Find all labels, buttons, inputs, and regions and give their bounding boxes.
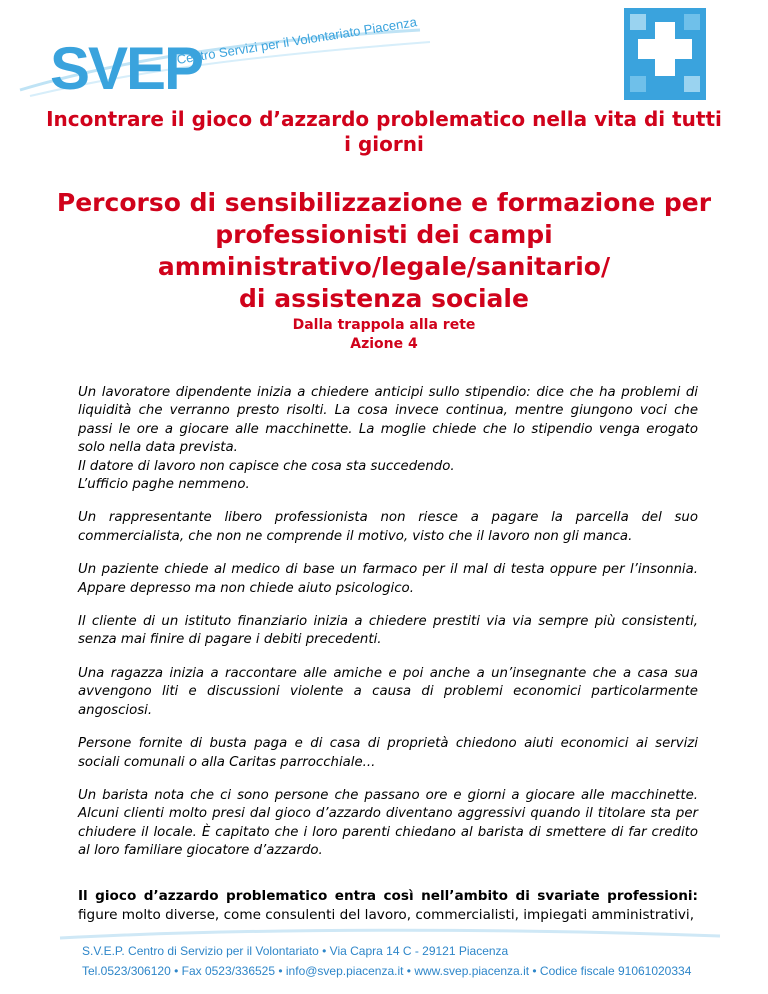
paragraph-text: Persone fornite di busta paga e di casa di proprietà chiedono aiuti economici ai servizi sociali comunali o alla Caritas parrocchiale... <box>78 736 698 770</box>
conclusion-bold: Il gioco d’azzardo problematico entra così nell’ambito di svariate professioni: <box>78 887 698 904</box>
logo-wordmark: SVEP <box>50 35 203 102</box>
paragraph-text: Un barista nota che ci sono persone che passano ore e giorni a giocare alle macchinette. Alcuni clienti molto presi dal gioco d’azzardo diventano aggressivi quando il titolare sta per chiudere il locale. È capitato che i loro parenti chiedano al barista di smettere di far credito al loro familiare giocatore d’azzardo. <box>78 787 698 859</box>
course-subtitle <box>40 187 728 315</box>
paragraph-text: Il cliente di un istituto finanziario inizia a chiedere prestiti via via sempre più consistenti, senza mai finire di pagare i debiti precedenti. <box>78 614 698 648</box>
svep-emblem-icon <box>624 8 706 100</box>
footer <box>0 924 768 994</box>
logo-subtitle: Centro Servizi per il Volontariato Piacenza <box>175 14 418 67</box>
conclusion-text: figure molto diverse, come consulenti del lavoro, commercialisti, impiegati amministrativi, <box>78 906 695 923</box>
paragraph-text: Un lavoratore dipendente inizia a chiedere anticipi sullo stipendio: dice che ha problemi di liquidità che verranno presto risolti. La cosa invece continua, mentre giungono voci che passi le ore a giocare alle macchinette. La moglie chiede che lo stipendio venga erogato solo nella data prevista. <box>78 385 698 456</box>
conclusion-paragraph <box>78 887 698 925</box>
case-paragraph <box>78 561 698 598</box>
paragraph-text: Un paziente chiede al medico di base un farmaco per il mal di testa oppure per l’insonnia. Appare depresso ma non chiede aiuto psicologico. <box>78 562 698 596</box>
case-paragraph <box>78 613 698 650</box>
paragraph-text: L’ufficio paghe nemmeno. <box>78 477 250 493</box>
case-paragraph <box>78 787 698 861</box>
subtitle-line: amministrativo/legale/sanitario/ <box>157 252 611 281</box>
main-title: Incontrare il gioco d’azzardo problematico nella vita di tutti i giorni <box>46 107 722 156</box>
paragraph-text: Un rappresentante libero professionista non riesce a pagare la parcella del suo commercialista, che non ne comprende il motivo, visto che il lavoro non gli manca. <box>78 510 698 544</box>
footer-address: S.V.E.P. Centro di Servizio per il Volontariato • Via Capra 14 C - 29121 Piacenza <box>82 944 509 958</box>
case-paragraph <box>78 665 698 720</box>
footer-contacts: Tel.0523/306120 • Fax 0523/336525 • info@svep.piacenza.it • www.svep.piacenza.it • Codice fiscale 91061020334 <box>82 964 692 978</box>
paragraph-text: Una ragazza inizia a raccontare alle amiche e poi anche a un’insegnante che a casa sua avvengono liti e discussioni violente a causa di problemi economici particolarmente angosciosi. <box>78 665 698 718</box>
subtitle-line: di assistenza sociale <box>239 284 529 313</box>
letterhead <box>0 0 768 100</box>
project-name: Dalla trappola alla rete <box>292 317 476 333</box>
case-paragraph <box>78 735 698 772</box>
footer-swoosh <box>0 924 768 944</box>
paragraph-text: Il datore di lavoro non capisce che cosa sta succedendo. <box>78 458 455 474</box>
case-paragraph <box>78 509 698 546</box>
case-paragraph <box>78 384 698 494</box>
document-body <box>78 384 698 925</box>
subtitle-line: professionisti dei campi <box>215 220 553 249</box>
project-heading <box>40 316 728 354</box>
subtitle-line: Percorso di sensibilizzazione e formazione per <box>56 188 712 217</box>
action-label: Azione 4 <box>350 336 418 352</box>
